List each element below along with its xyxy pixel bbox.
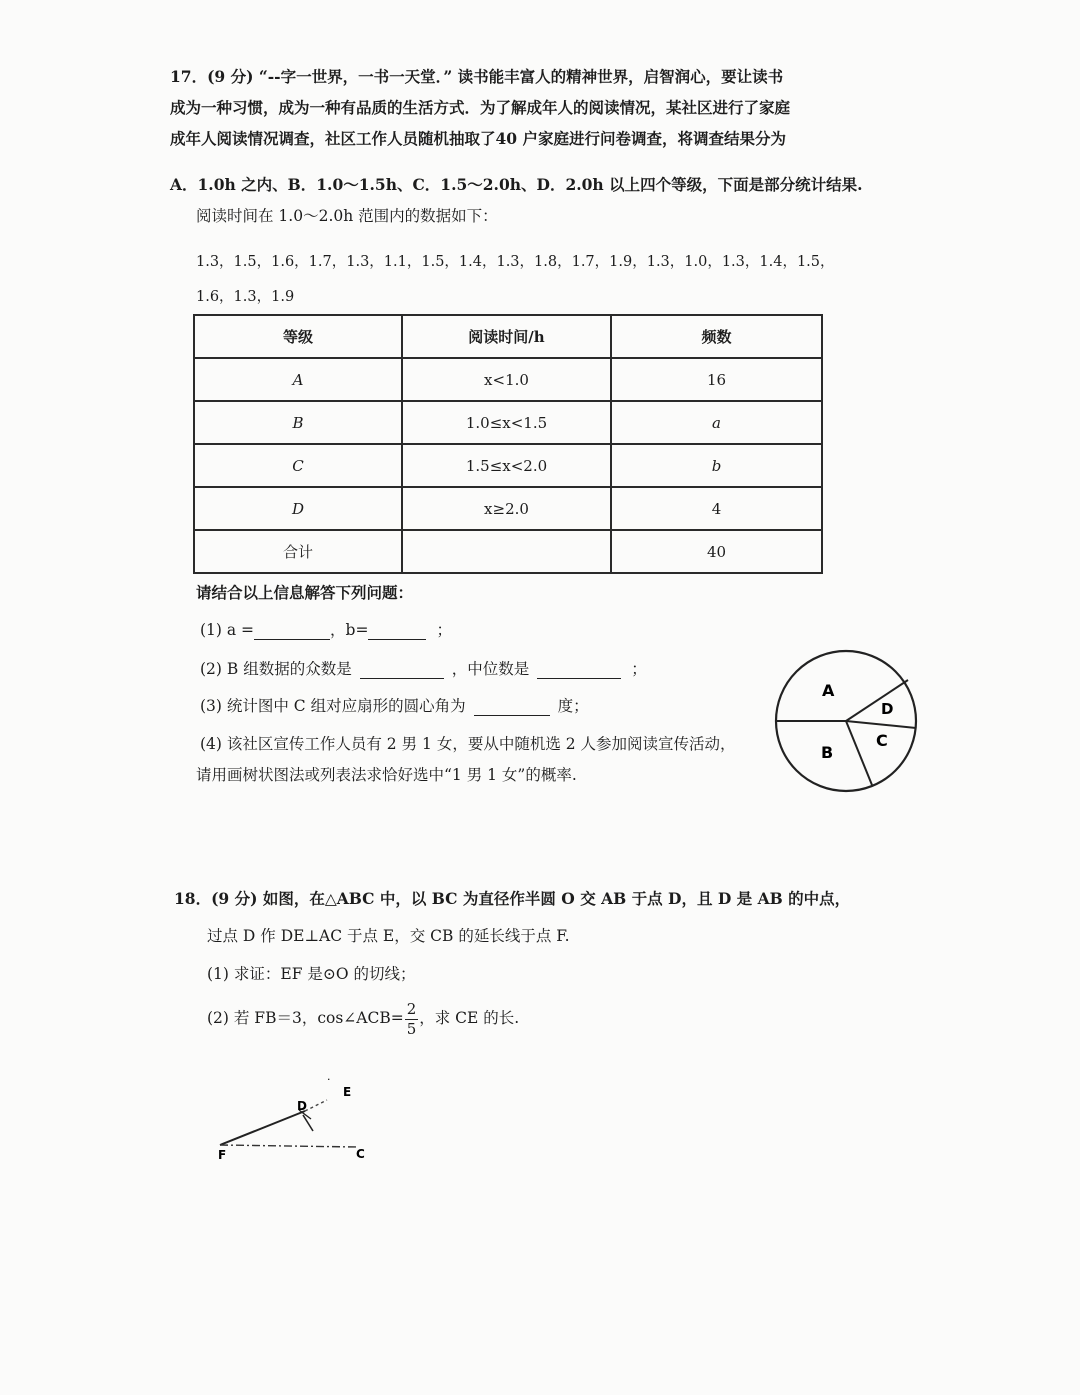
table-header-cell: 等级 — [194, 315, 402, 358]
q17-part-1 — [200, 621, 452, 640]
answer-blank-b[interactable] — [368, 639, 426, 640]
q17-part-2-end: ； — [631, 660, 647, 678]
table-row — [194, 530, 822, 573]
q18-part-1: (1) 求证：EF 是⊙O 的切线； — [207, 965, 416, 983]
table-cell: 4 — [611, 487, 822, 530]
geometry-figure — [205, 1075, 385, 1170]
table-cell — [402, 530, 611, 573]
q17-part-1-end: ； — [436, 621, 452, 639]
table-cell: C — [194, 444, 402, 487]
q18-part-2-suffix: ，求 CE 的长. — [419, 1009, 520, 1027]
answer-blank-angle[interactable] — [474, 715, 550, 716]
table-header-cell: 频数 — [611, 315, 822, 358]
q17-line-1: 17．(9 分) “--字一世界，一书一天堂．” 读书能丰富人的精神世界，启智润心，要让读书 — [170, 67, 784, 86]
q17-line-3: 成年人阅读情况调查，社区工作人员随机抽取了40 户家庭进行问卷调查，将调查结果分为 — [170, 129, 786, 148]
q17-line-2: 成为一种习惯，成为一种有品质的生活方式．为了解成年人的阅读情况，某社区进行了家庭 — [170, 98, 791, 117]
dot-mark: · — [327, 1075, 331, 1086]
label-c: C — [356, 1147, 365, 1161]
table-cell: b — [611, 444, 822, 487]
q17-part-1-mid: ，b= — [330, 621, 369, 639]
pie-label-b: B — [821, 743, 834, 762]
table-cell: B — [194, 401, 402, 444]
q17-part-3 — [200, 697, 589, 716]
table-header-cell: 阅读时间/h — [402, 315, 611, 358]
table-row — [194, 444, 822, 487]
line-de — [305, 1100, 327, 1111]
q17-data-line-2: 1.6，1.3，1.9 — [196, 289, 295, 305]
q18-line-1: 18．(9 分) 如图，在△ABC 中，以 BC 为直径作半圆 O 交 AB 于点 D，且 D 是 AB 的中点， — [174, 889, 851, 908]
pie-radius-line — [846, 721, 916, 728]
q17-prompt: 请结合以上信息解答下列问题： — [196, 583, 414, 602]
table-row — [194, 358, 822, 401]
table-row — [194, 401, 822, 444]
fraction-denominator: 5 — [406, 1019, 417, 1038]
q17-line-5: 阅读时间在 1.0～2.0h 范围内的数据如下： — [196, 207, 498, 225]
q17-data-line-1: 1.3，1.5，1.6，1.7，1.3，1.1，1.5，1.4，1.3，1.8，1.7，1.9，1.3，1.0，1.3，1.4，1.5， — [196, 254, 835, 270]
table-header-row — [194, 315, 822, 358]
label-d: D — [297, 1099, 307, 1113]
table-cell: 16 — [611, 358, 822, 401]
q17-part-3-end: 度； — [557, 697, 589, 715]
q17-line-4: A．1.0h 之内、B．1.0～1.5h、C．1.5～2.0h、D．2.0h 以上四个等级，下面是部分统计结果. — [170, 175, 863, 194]
q18-line-2: 过点 D 作 DE⊥AC 于点 E，交 CB 的延长线于点 F. — [207, 927, 570, 945]
pie-radius-line — [846, 721, 872, 785]
q17-part-3-prefix: (3) 统计图中 C 组对应扇形的圆心角为 — [200, 697, 466, 715]
q17-part-4-line-1: (4) 该社区宣传工作人员有 2 男 1 女，要从中随机选 2 人参加阅读宣传活动， — [200, 735, 736, 753]
q17-part-2-mid: ，中位数是 — [451, 660, 530, 678]
table-cell: x<1.0 — [402, 358, 611, 401]
table-cell: D — [194, 487, 402, 530]
pie-chart-figure — [770, 646, 922, 796]
table-row — [194, 487, 822, 530]
label-f: F — [218, 1148, 227, 1162]
grade-frequency-table — [193, 314, 823, 574]
label-e: E — [343, 1085, 352, 1099]
answer-blank-median[interactable] — [537, 678, 621, 679]
table-cell: a — [611, 401, 822, 444]
pie-radius-line — [846, 680, 908, 721]
table-cell: 1.5≤x<2.0 — [402, 444, 611, 487]
pie-label-a: A — [822, 681, 835, 700]
q18-part-2 — [207, 1000, 519, 1037]
pie-label-d: D — [881, 700, 894, 718]
fraction-two-fifths — [405, 999, 419, 1038]
table-cell: 1.0≤x<1.5 — [402, 401, 611, 444]
q17-part-2 — [200, 660, 647, 679]
table-cell: 合计 — [194, 530, 402, 573]
answer-blank-mode[interactable] — [360, 678, 444, 679]
q17-part-1-prefix: (1) a = — [200, 621, 255, 639]
line-fd — [220, 1111, 305, 1145]
table-cell: 40 — [611, 530, 822, 573]
pie-label-c: C — [876, 731, 888, 750]
q18-part-2-prefix: (2) 若 FB＝3，cos∠ACB= — [207, 1009, 404, 1027]
fraction-numerator: 2 — [406, 999, 417, 1018]
q17-part-4-line-2: 请用画树状图法或列表法求恰好选中“1 男 1 女”的概率. — [196, 766, 577, 784]
answer-blank-a[interactable] — [254, 639, 330, 640]
table-cell: A — [194, 358, 402, 401]
line-fc — [220, 1145, 357, 1147]
table-cell: x≥2.0 — [402, 487, 611, 530]
q17-part-2-prefix: (2) B 组数据的众数是 — [200, 660, 352, 678]
